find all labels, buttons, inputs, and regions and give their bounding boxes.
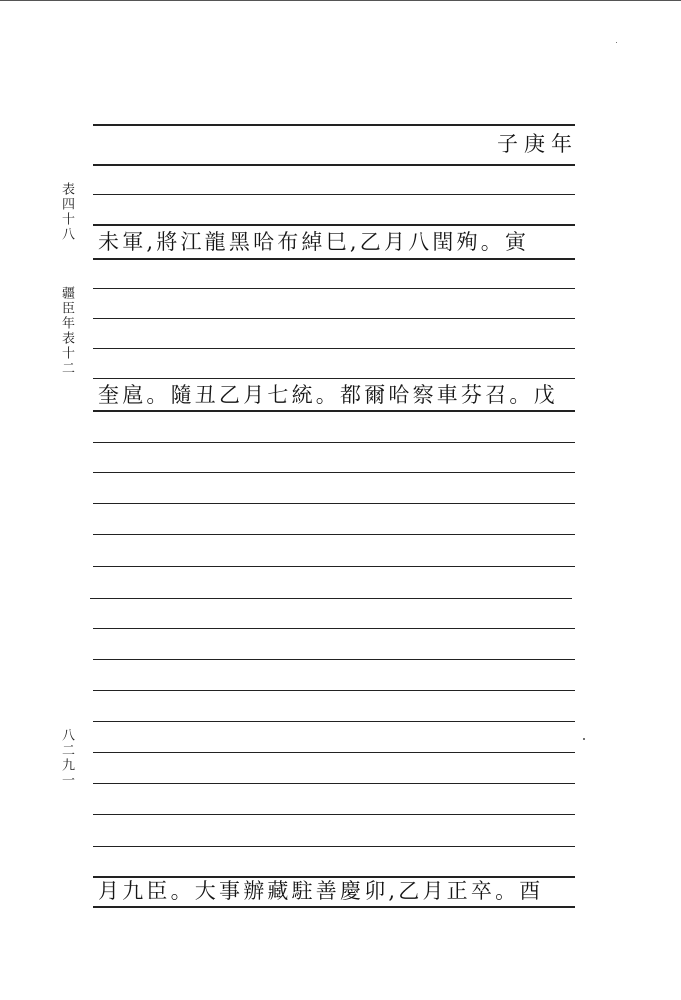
- rule-line: [93, 318, 575, 319]
- margin-page-number: 八二九一: [59, 728, 74, 788]
- entry-row-1-text: 未軍,將江龍黑哈布綽巳,乙月八閏殉。寅: [98, 230, 530, 254]
- rule-line: [93, 348, 575, 349]
- rule-line: [93, 690, 575, 691]
- rule-line: [93, 164, 575, 166]
- rule-line: [93, 194, 575, 195]
- rule-line: [93, 410, 575, 412]
- rule-line: [93, 628, 575, 629]
- rule-line: [93, 534, 575, 535]
- rule-line: [93, 224, 575, 226]
- page-top-border: [0, 0, 681, 1]
- entry-row-2: [98, 382, 578, 408]
- rule-line: [93, 752, 575, 753]
- rule-line: [93, 378, 575, 379]
- rule-line: [93, 258, 575, 260]
- rule-line: [93, 566, 575, 567]
- entry-row-3: [98, 878, 578, 904]
- rule-line: [93, 503, 575, 504]
- rule-line: [93, 846, 575, 847]
- margin-table-label: 疆臣年表十二: [59, 286, 74, 376]
- rule-line: [93, 814, 575, 815]
- entry-row-1: [98, 229, 578, 255]
- year-header-text: 子庚年: [497, 132, 578, 156]
- rule-line: [93, 124, 575, 126]
- entry-row-2-text: 奎扈。隨丑乙月七統。都爾哈察車芬召。戊: [98, 383, 558, 407]
- print-speck: [616, 42, 617, 43]
- rule-line: [93, 659, 575, 660]
- rule-line: [93, 906, 575, 908]
- rule-line: [93, 442, 575, 443]
- rule-line: [90, 598, 572, 599]
- rule-line: [93, 472, 575, 473]
- margin-section-label: 表四十八: [59, 182, 74, 242]
- rule-line: [93, 288, 575, 289]
- entry-row-3-text: 月九臣。大事辦藏駐善慶卯,乙月正卒。酉: [98, 879, 544, 903]
- year-header-row: [98, 131, 578, 157]
- print-speck: [583, 738, 585, 740]
- rule-line: [93, 783, 575, 784]
- rule-line: [93, 721, 575, 722]
